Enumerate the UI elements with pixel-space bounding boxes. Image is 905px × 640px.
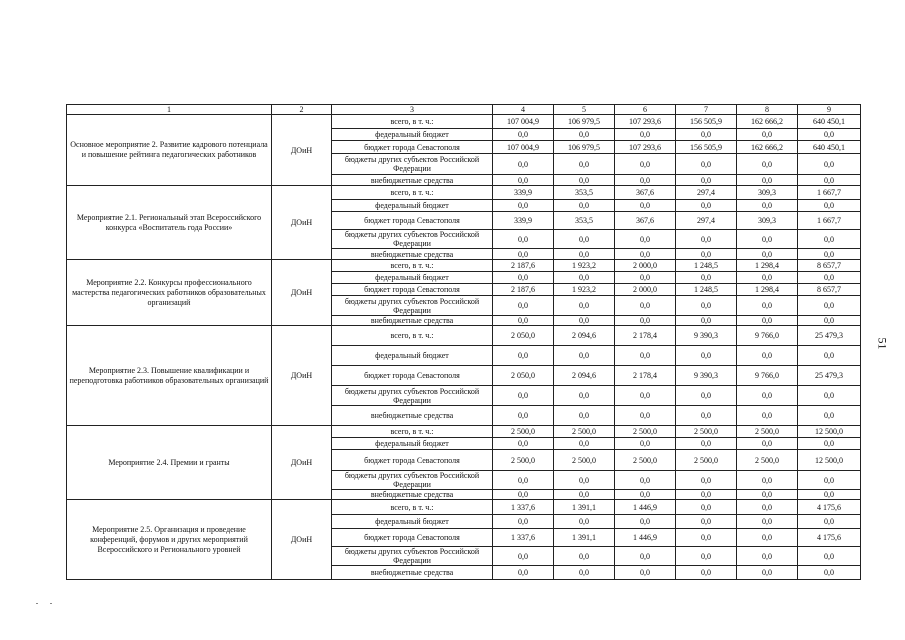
table-row [67, 186, 861, 200]
funding-source: всего, в т. ч.: [332, 186, 493, 200]
value-cell: 0,0 [737, 490, 798, 500]
value-cell: 0,0 [798, 249, 861, 260]
value-cell: 0,0 [554, 566, 615, 580]
value-cell: 9 766,0 [737, 326, 798, 346]
responsible-executor: ДОиН [272, 326, 332, 426]
value-cell: 0,0 [554, 515, 615, 529]
value-cell: 8 657,7 [798, 260, 861, 272]
value-cell: 0,0 [676, 471, 737, 490]
funding-source: бюджет города Севастополя [332, 366, 493, 386]
value-cell: 367,6 [615, 212, 676, 230]
funding-source: внебюджетные средства [332, 316, 493, 326]
value-cell: 0,0 [493, 438, 554, 450]
funding-source: федеральный бюджет [332, 438, 493, 450]
column-number: 5 [554, 105, 615, 115]
value-cell: 0,0 [737, 175, 798, 186]
value-cell: 0,0 [737, 346, 798, 366]
value-cell: 0,0 [676, 129, 737, 141]
responsible-executor: ДОиН [272, 186, 332, 260]
responsible-executor: ДОиН [272, 115, 332, 186]
value-cell: 25 479,3 [798, 326, 861, 346]
value-cell: 12 500,0 [798, 450, 861, 471]
value-cell: 2 187,6 [493, 284, 554, 296]
value-cell: 1 298,4 [737, 284, 798, 296]
funding-source: федеральный бюджет [332, 129, 493, 141]
value-cell: 0,0 [493, 386, 554, 406]
funding-source: всего, в т. ч.: [332, 500, 493, 515]
value-cell: 309,3 [737, 186, 798, 200]
funding-source: внебюджетные средства [332, 490, 493, 500]
value-cell: 107 293,6 [615, 115, 676, 129]
value-cell: 12 500,0 [798, 426, 861, 438]
value-cell: 1 667,7 [798, 212, 861, 230]
value-cell: 107 004,9 [493, 141, 554, 154]
value-cell: 0,0 [615, 346, 676, 366]
funding-source: бюджеты других субъектов Российской Федерации [332, 230, 493, 249]
funding-source: бюджет города Севастополя [332, 529, 493, 547]
column-number-header [67, 105, 861, 115]
value-cell: 156 505,9 [676, 141, 737, 154]
value-cell: 0,0 [676, 200, 737, 212]
value-cell: 1 391,1 [554, 529, 615, 547]
value-cell: 0,0 [737, 547, 798, 566]
activity-name: Мероприятие 2.1. Региональный этап Всероссийского конкурса «Воспитатель года России» [67, 186, 272, 260]
value-cell: 0,0 [737, 515, 798, 529]
value-cell: 107 004,9 [493, 115, 554, 129]
value-cell: 156 505,9 [676, 115, 737, 129]
value-cell: 0,0 [554, 438, 615, 450]
value-cell: 0,0 [798, 471, 861, 490]
table-row [67, 326, 861, 346]
funding-source: бюджеты других субъектов Российской Федерации [332, 547, 493, 566]
value-cell: 1 446,9 [615, 500, 676, 515]
value-cell: 0,0 [798, 547, 861, 566]
value-cell: 353,5 [554, 186, 615, 200]
value-cell: 2 500,0 [554, 450, 615, 471]
value-cell: 0,0 [737, 316, 798, 326]
value-cell: 162 666,2 [737, 141, 798, 154]
value-cell: 0,0 [554, 249, 615, 260]
value-cell: 106 979,5 [554, 141, 615, 154]
value-cell: 2 500,0 [676, 450, 737, 471]
value-cell: 0,0 [554, 154, 615, 175]
value-cell: 0,0 [676, 547, 737, 566]
value-cell: 2 000,0 [615, 260, 676, 272]
value-cell: 0,0 [676, 249, 737, 260]
value-cell: 0,0 [493, 272, 554, 284]
funding-source: федеральный бюджет [332, 515, 493, 529]
funding-source: федеральный бюджет [332, 346, 493, 366]
responsible-executor: ДОиН [272, 260, 332, 326]
budget-table-body [67, 105, 861, 580]
value-cell: 0,0 [798, 175, 861, 186]
value-cell: 1 446,9 [615, 529, 676, 547]
funding-source: внебюджетные средства [332, 406, 493, 426]
value-cell: 339,9 [493, 186, 554, 200]
value-cell: 0,0 [554, 346, 615, 366]
value-cell: 2 050,0 [493, 366, 554, 386]
funding-source: внебюджетные средства [332, 566, 493, 580]
value-cell: 0,0 [798, 490, 861, 500]
value-cell: 0,0 [676, 500, 737, 515]
value-cell: 0,0 [798, 272, 861, 284]
value-cell: 0,0 [493, 296, 554, 316]
value-cell: 0,0 [493, 200, 554, 212]
value-cell: 0,0 [615, 406, 676, 426]
value-cell: 0,0 [615, 566, 676, 580]
funding-source: бюджет города Севастополя [332, 450, 493, 471]
column-number: 1 [67, 105, 272, 115]
value-cell: 353,5 [554, 212, 615, 230]
table-row [67, 260, 861, 272]
value-cell: 339,9 [493, 212, 554, 230]
scan-speck [50, 603, 52, 604]
value-cell: 0,0 [493, 490, 554, 500]
value-cell: 2 500,0 [676, 426, 737, 438]
value-cell: 0,0 [737, 500, 798, 515]
value-cell: 297,4 [676, 212, 737, 230]
value-cell: 0,0 [737, 230, 798, 249]
value-cell: 640 450,1 [798, 115, 861, 129]
value-cell: 0,0 [554, 316, 615, 326]
value-cell: 2 178,4 [615, 326, 676, 346]
funding-source: бюджет города Севастополя [332, 212, 493, 230]
value-cell: 0,0 [554, 272, 615, 284]
column-number: 4 [493, 105, 554, 115]
value-cell: 1 667,7 [798, 186, 861, 200]
column-number: 6 [615, 105, 676, 115]
value-cell: 0,0 [737, 471, 798, 490]
column-number: 8 [737, 105, 798, 115]
value-cell: 0,0 [798, 154, 861, 175]
responsible-executor: ДОиН [272, 426, 332, 500]
value-cell: 0,0 [615, 438, 676, 450]
value-cell: 0,0 [676, 529, 737, 547]
value-cell: 4 175,6 [798, 500, 861, 515]
value-cell: 0,0 [554, 471, 615, 490]
value-cell: 0,0 [676, 515, 737, 529]
value-cell: 0,0 [737, 154, 798, 175]
value-cell: 0,0 [554, 175, 615, 186]
page-number: 51 [875, 337, 890, 350]
value-cell: 0,0 [798, 406, 861, 426]
value-cell: 309,3 [737, 212, 798, 230]
value-cell: 0,0 [615, 154, 676, 175]
value-cell: 0,0 [554, 200, 615, 212]
value-cell: 0,0 [554, 230, 615, 249]
value-cell: 4 175,6 [798, 529, 861, 547]
value-cell: 0,0 [798, 316, 861, 326]
funding-source: бюджеты других субъектов Российской Федерации [332, 471, 493, 490]
value-cell: 0,0 [737, 406, 798, 426]
value-cell: 0,0 [493, 230, 554, 249]
value-cell: 2 500,0 [737, 450, 798, 471]
activity-name: Мероприятие 2.4. Премии и гранты [67, 426, 272, 500]
value-cell: 0,0 [615, 249, 676, 260]
value-cell: 0,0 [615, 200, 676, 212]
value-cell: 2 187,6 [493, 260, 554, 272]
value-cell: 0,0 [798, 566, 861, 580]
value-cell: 1 248,5 [676, 284, 737, 296]
value-cell: 9 390,3 [676, 326, 737, 346]
column-number: 9 [798, 105, 861, 115]
value-cell: 106 979,5 [554, 115, 615, 129]
value-cell: 1 248,5 [676, 260, 737, 272]
value-cell: 0,0 [493, 154, 554, 175]
value-cell: 0,0 [615, 547, 676, 566]
value-cell: 0,0 [554, 547, 615, 566]
column-number: 3 [332, 105, 493, 115]
value-cell: 0,0 [676, 566, 737, 580]
value-cell: 0,0 [615, 515, 676, 529]
value-cell: 1 923,2 [554, 284, 615, 296]
funding-source: бюджет города Севастополя [332, 141, 493, 154]
value-cell: 640 450,1 [798, 141, 861, 154]
funding-source: всего, в т. ч.: [332, 260, 493, 272]
responsible-executor: ДОиН [272, 500, 332, 580]
value-cell: 0,0 [493, 566, 554, 580]
table-row [67, 500, 861, 515]
funding-source: внебюджетные средства [332, 249, 493, 260]
value-cell: 0,0 [554, 490, 615, 500]
value-cell: 0,0 [737, 386, 798, 406]
value-cell: 107 293,6 [615, 141, 676, 154]
value-cell: 0,0 [798, 200, 861, 212]
value-cell: 2 500,0 [615, 450, 676, 471]
value-cell: 0,0 [493, 406, 554, 426]
value-cell: 1 298,4 [737, 260, 798, 272]
value-cell: 2 050,0 [493, 326, 554, 346]
value-cell: 8 657,7 [798, 284, 861, 296]
value-cell: 0,0 [676, 230, 737, 249]
value-cell: 0,0 [493, 547, 554, 566]
value-cell: 0,0 [493, 129, 554, 141]
value-cell: 0,0 [554, 406, 615, 426]
funding-source: внебюджетные средства [332, 175, 493, 186]
value-cell: 0,0 [615, 175, 676, 186]
value-cell: 0,0 [554, 129, 615, 141]
value-cell: 0,0 [493, 316, 554, 326]
value-cell: 0,0 [737, 200, 798, 212]
value-cell: 0,0 [615, 129, 676, 141]
value-cell: 2 094,6 [554, 326, 615, 346]
value-cell: 1 337,6 [493, 500, 554, 515]
value-cell: 2 500,0 [615, 426, 676, 438]
value-cell: 0,0 [737, 566, 798, 580]
scan-speck [36, 603, 38, 604]
value-cell: 0,0 [798, 515, 861, 529]
value-cell: 0,0 [554, 296, 615, 316]
value-cell: 0,0 [493, 515, 554, 529]
value-cell: 0,0 [798, 230, 861, 249]
value-cell: 2 000,0 [615, 284, 676, 296]
column-number: 7 [676, 105, 737, 115]
value-cell: 0,0 [493, 471, 554, 490]
value-cell: 0,0 [676, 386, 737, 406]
value-cell: 0,0 [554, 386, 615, 406]
value-cell: 0,0 [615, 386, 676, 406]
activity-name: Мероприятие 2.5. Организация и проведение конференций, форумов и других мероприятий Всероссийского и Регионального уровней [67, 500, 272, 580]
value-cell: 0,0 [798, 296, 861, 316]
value-cell: 0,0 [615, 296, 676, 316]
value-cell: 9 766,0 [737, 366, 798, 386]
funding-source: бюджет города Севастополя [332, 284, 493, 296]
value-cell: 0,0 [798, 129, 861, 141]
value-cell: 0,0 [676, 438, 737, 450]
value-cell: 2 094,6 [554, 366, 615, 386]
value-cell: 0,0 [615, 272, 676, 284]
activity-name: Мероприятие 2.2. Конкурсы профессионального мастерства педагогических работников образовательных организаций [67, 260, 272, 326]
value-cell: 0,0 [676, 175, 737, 186]
funding-source: бюджеты других субъектов Российской Федерации [332, 296, 493, 316]
value-cell: 0,0 [676, 316, 737, 326]
value-cell: 2 178,4 [615, 366, 676, 386]
value-cell: 9 390,3 [676, 366, 737, 386]
funding-source: бюджеты других субъектов Российской Федерации [332, 154, 493, 175]
value-cell: 2 500,0 [554, 426, 615, 438]
table-row [67, 115, 861, 129]
value-cell: 0,0 [737, 296, 798, 316]
funding-source: бюджеты других субъектов Российской Федерации [332, 386, 493, 406]
value-cell: 0,0 [798, 438, 861, 450]
value-cell: 0,0 [493, 346, 554, 366]
value-cell: 0,0 [676, 296, 737, 316]
value-cell: 2 500,0 [737, 426, 798, 438]
value-cell: 1 923,2 [554, 260, 615, 272]
funding-source: федеральный бюджет [332, 200, 493, 212]
budget-table [66, 104, 861, 580]
value-cell: 0,0 [737, 438, 798, 450]
value-cell: 0,0 [737, 129, 798, 141]
value-cell: 0,0 [676, 406, 737, 426]
value-cell: 0,0 [737, 272, 798, 284]
value-cell: 0,0 [676, 346, 737, 366]
table-row [67, 426, 861, 438]
value-cell: 297,4 [676, 186, 737, 200]
funding-source: всего, в т. ч.: [332, 426, 493, 438]
value-cell: 0,0 [676, 272, 737, 284]
value-cell: 0,0 [676, 490, 737, 500]
value-cell: 1 391,1 [554, 500, 615, 515]
value-cell: 0,0 [798, 386, 861, 406]
funding-source: федеральный бюджет [332, 272, 493, 284]
funding-source: всего, в т. ч.: [332, 115, 493, 129]
funding-source: всего, в т. ч.: [332, 326, 493, 346]
column-number: 2 [272, 105, 332, 115]
activity-name: Мероприятие 2.3. Повышение квалификации и переподготовка работников образовательных организаций [67, 326, 272, 426]
value-cell: 2 500,0 [493, 450, 554, 471]
value-cell: 0,0 [493, 175, 554, 186]
value-cell: 0,0 [615, 471, 676, 490]
value-cell: 25 479,3 [798, 366, 861, 386]
value-cell: 0,0 [737, 249, 798, 260]
value-cell: 0,0 [615, 230, 676, 249]
value-cell: 0,0 [615, 316, 676, 326]
value-cell: 0,0 [615, 490, 676, 500]
value-cell: 2 500,0 [493, 426, 554, 438]
value-cell: 162 666,2 [737, 115, 798, 129]
value-cell: 0,0 [493, 249, 554, 260]
activity-name: Основное мероприятие 2. Развитие кадрового потенциала и повышение рейтинга педагогических работников [67, 115, 272, 186]
value-cell: 0,0 [737, 529, 798, 547]
value-cell: 367,6 [615, 186, 676, 200]
value-cell: 0,0 [798, 346, 861, 366]
value-cell: 0,0 [676, 154, 737, 175]
value-cell: 1 337,6 [493, 529, 554, 547]
